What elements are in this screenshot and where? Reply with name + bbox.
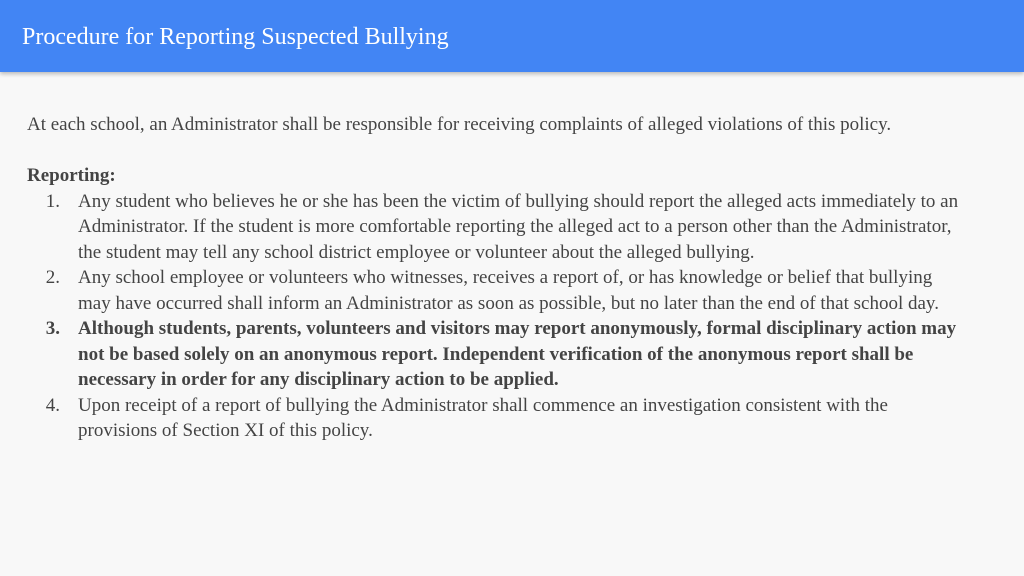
- slide-body: [27, 112, 967, 444]
- list-item-number: 2.: [45, 267, 60, 288]
- list-item: [27, 316, 967, 393]
- intro-paragraph: At each school, an Administrator shall be responsible for receiving complaints of alleged violations of this policy.: [27, 114, 892, 135]
- slide-header-bar: [0, 0, 1024, 72]
- list-item: [27, 189, 967, 266]
- list-item-text: Although students, parents, volunteers and visitors may report anonymously, formal disciplinary action may not be based solely on an anonymous report. Independent verification of the anonymous report shall be necessary in order for any disciplinary action to be applied.: [78, 318, 957, 390]
- list-item: [27, 265, 967, 316]
- reporting-list: [27, 189, 967, 444]
- list-item-number: 1.: [45, 190, 60, 212]
- list-item-text: Any school employee or volunteers who witnesses, receives a report of, or has knowledge or belief that bullying may have occurred shall inform an Administrator as soon as possible, but no later than the end of that school day.: [78, 267, 939, 314]
- list-item-text: Upon receipt of a report of bullying the Administrator shall commence an investigation consistent with the provisions of Section XI of this policy.: [78, 394, 888, 441]
- list-item-number: 4.: [45, 394, 60, 416]
- reporting-heading: Reporting:: [27, 165, 116, 186]
- slide-title: Procedure for Reporting Suspected Bullying: [22, 24, 449, 50]
- list-item: [27, 393, 967, 444]
- list-item-text: Any student who believes he or she has been the victim of bullying should report the alleged acts immediately to an Administrator. If the student is more comfortable reporting the alleged act to a person other than the Administrator, the student may tell any school district employee or volunteer about the alleged bullying.: [78, 190, 959, 263]
- list-item-number: 3.: [45, 318, 60, 339]
